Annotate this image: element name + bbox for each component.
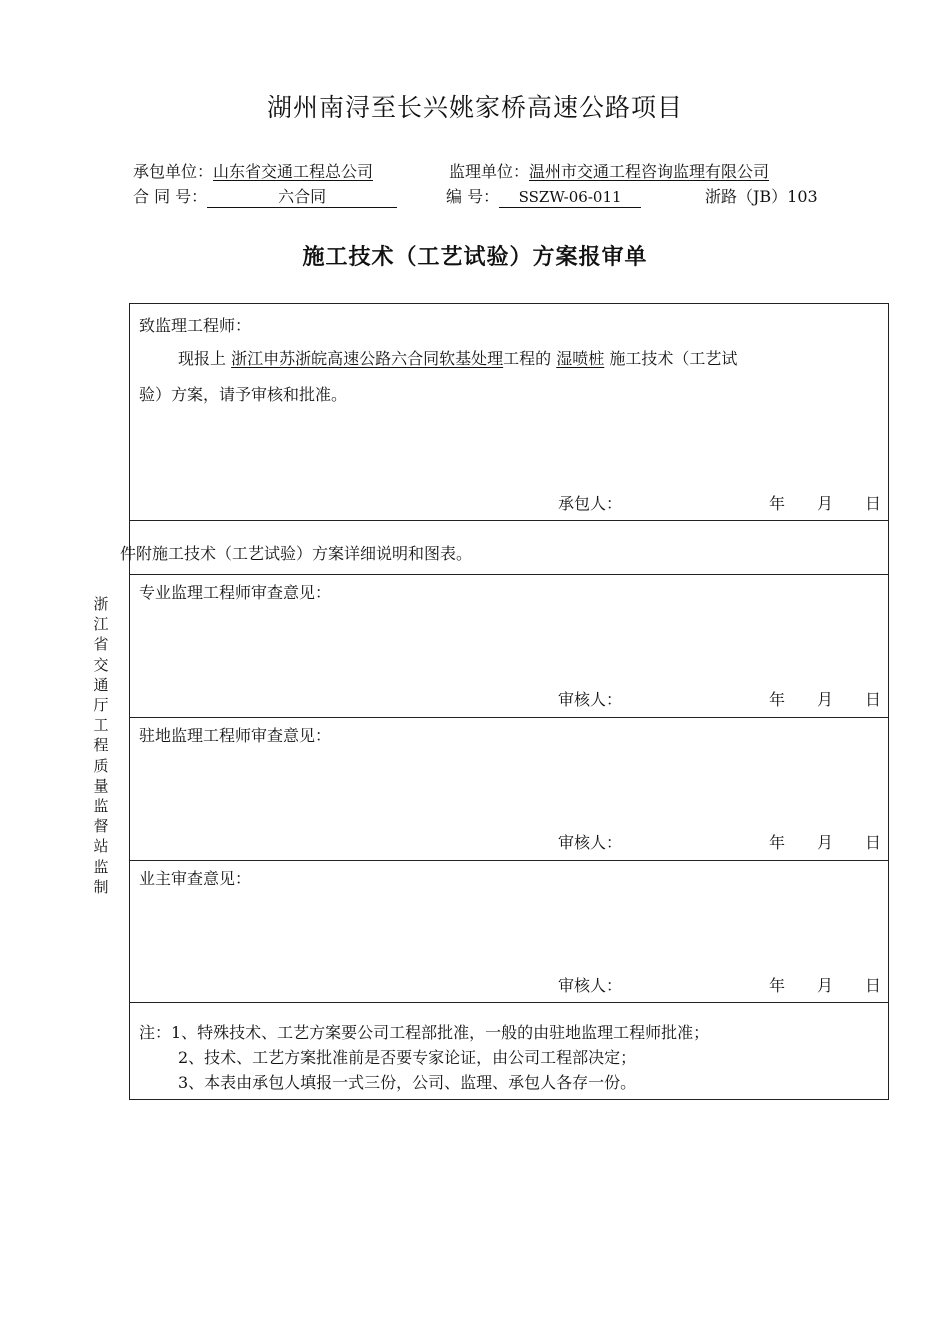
divider [130, 860, 888, 861]
note-line-1: 注：1、特殊技术、工艺方案要公司工程部批准，一般的由驻地监理工程师批准； [139, 1023, 710, 1042]
specialist-signer-label: 审核人： [558, 690, 623, 709]
form-title: 施工技术（工艺试验）方案报审单 [302, 245, 648, 270]
date-year: 年 [769, 833, 786, 852]
contract-row [133, 184, 397, 208]
note-line-2: 2、技术、工艺方案批准前是否要专家论证，由公司工程部决定； [178, 1048, 637, 1067]
date-month: 月 [817, 690, 834, 709]
request-line-1 [178, 346, 737, 369]
contractor-signer-label: 承包人： [558, 494, 623, 513]
supervisor-row [449, 159, 769, 182]
date-day: 日 [865, 690, 882, 709]
divider [130, 520, 888, 521]
request-prefix: 现报上 [178, 349, 227, 368]
owner-signer-label: 审核人： [558, 976, 623, 995]
date-day: 日 [865, 494, 882, 513]
specialist-review-label: 专业监理工程师审查意见： [139, 583, 332, 602]
code-row [446, 184, 641, 208]
form-code: 浙路（JB）103 [705, 187, 818, 206]
date-month: 月 [817, 976, 834, 995]
date-month: 月 [817, 833, 834, 852]
date-year: 年 [769, 976, 786, 995]
date-year: 年 [769, 690, 786, 709]
supervisor-label: 监理单位： [449, 162, 530, 181]
resident-review-label: 驻地监理工程师审查意见： [139, 726, 332, 745]
contractor-label: 承包单位： [133, 162, 214, 181]
owner-review-label: 业主审查意见： [139, 869, 252, 888]
resident-signer-label: 审核人： [558, 833, 623, 852]
date-month: 月 [817, 494, 834, 513]
date-day: 日 [865, 976, 882, 995]
divider [130, 717, 888, 718]
attachment-note: 件附施工技术（工艺试验）方案详细说明和图表。 [120, 544, 473, 563]
divider [130, 574, 888, 575]
approval-form-table [120, 303, 889, 1100]
contract-label: 合 同 号： [133, 187, 208, 206]
contractor-row [133, 159, 373, 182]
date-day: 日 [865, 833, 882, 852]
side-issuer-text: 浙江省交通厅工程质量监督站监制 [93, 595, 109, 896]
tech-name-field: 湿喷桩 [556, 349, 605, 368]
addressee: 致监理工程师： [139, 316, 252, 335]
note-line-3: 3、本表由承包人填报一式三份，公司、监理、承包人各存一份。 [178, 1073, 637, 1092]
request-suffix: 施工技术（工艺试 [609, 349, 738, 368]
contractor-value: 山东省交通工程总公司 [213, 162, 374, 181]
request-mid: 工程的 [503, 349, 552, 368]
project-name-field: 浙江申苏浙皖高速公路六合同软基处理 [231, 349, 504, 368]
supervisor-value: 温州市交通工程咨询监理有限公司 [529, 162, 770, 181]
divider [130, 1002, 888, 1003]
request-line-2: 验）方案，请予审核和批准。 [139, 385, 348, 404]
date-year: 年 [769, 494, 786, 513]
contract-value: 六合同 [207, 187, 397, 208]
code-label: 编 号： [446, 187, 500, 206]
code-value: SSZW-06-011 [499, 187, 641, 208]
project-title: 湖州南浔至长兴姚家桥高速公路项目 [266, 93, 683, 122]
